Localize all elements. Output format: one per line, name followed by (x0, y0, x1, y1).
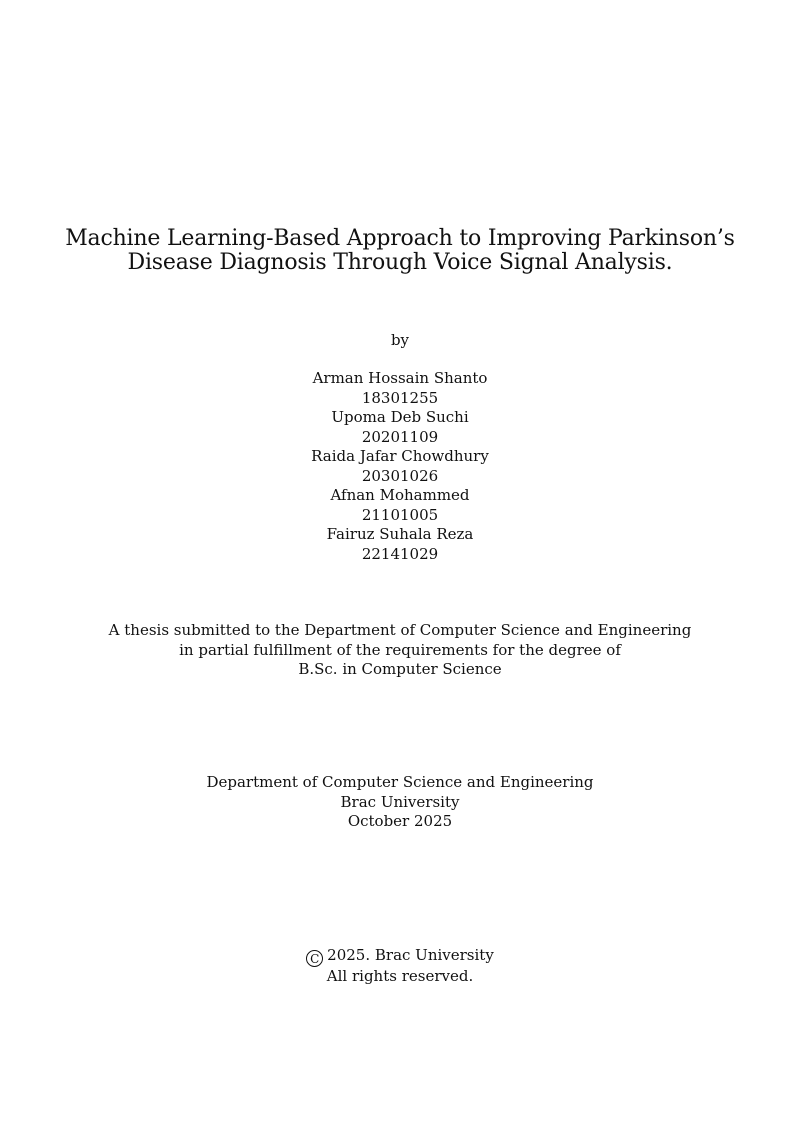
thesis-title (0, 227, 800, 275)
by-label: by (390, 331, 410, 349)
author-id: 20201109 (361, 427, 439, 446)
author-name: Upoma Deb Suchi (331, 408, 469, 426)
author-id: 18301255 (361, 388, 439, 407)
submission-statement (0, 621, 800, 680)
copyright-line (0, 946, 800, 967)
thesis-title-line-2: Disease Diagnosis Through Voice Signal Analysis. (127, 250, 673, 275)
submission-statement-line-2: in partial fulfillment of the requirements for the degree of (179, 640, 621, 659)
copyright-text: 2025. Brac University (327, 946, 494, 964)
author-name: Arman Hossain Shanto (312, 369, 488, 387)
copyright-block (0, 946, 800, 987)
department-name: Department of Computer Science and Engineering (206, 773, 594, 791)
university-name: Brac University (340, 792, 460, 811)
author-list (0, 369, 800, 564)
rights-reserved: All rights reserved. (326, 967, 474, 985)
author-id: 20301026 (361, 466, 439, 485)
submission-statement-line-3: B.Sc. in Computer Science (298, 660, 502, 678)
submission-statement-line-1: A thesis submitted to the Department of Computer Science and Engineering (108, 621, 692, 639)
author-id: 22141029 (361, 544, 439, 563)
department-block (0, 773, 800, 832)
copyright-icon: C (306, 950, 323, 967)
submission-date: October 2025 (347, 812, 453, 830)
author-name: Fairuz Suhala Reza (326, 525, 474, 543)
author-name: Raida Jafar Chowdhury (311, 447, 489, 465)
author-name: Afnan Mohammed (330, 486, 470, 504)
author-id: 21101005 (361, 505, 439, 524)
thesis-title-line-1: Machine Learning-Based Approach to Improving Parkinson’s (65, 226, 735, 251)
